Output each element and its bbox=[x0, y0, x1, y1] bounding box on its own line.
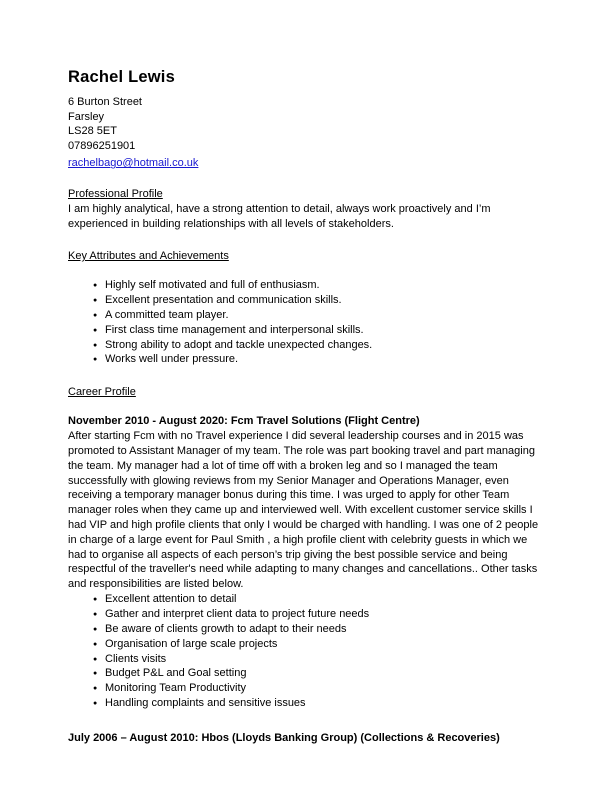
list-item: ● Handling complaints and sensitive issues bbox=[68, 696, 542, 711]
spacer bbox=[68, 264, 542, 278]
candidate-name: Rachel Lewis bbox=[68, 68, 175, 86]
list-item: ● Be aware of clients growth to adapt to their needs bbox=[68, 622, 542, 637]
list-item: ● Works well under pressure. bbox=[68, 352, 542, 367]
list-item: ● Organisation of large scale projects bbox=[68, 637, 542, 652]
job-title-fcm: November 2010 - August 2020: Fcm Travel Solutions (Flight Centre) bbox=[68, 415, 420, 428]
list-item: ● Budget P&L and Goal setting bbox=[68, 666, 542, 681]
spacer bbox=[68, 171, 542, 184]
postcode: LS28 5ET bbox=[68, 125, 117, 138]
spacer bbox=[68, 711, 542, 726]
list-item: ● A committed team player. bbox=[68, 308, 542, 323]
professional-profile-heading: Professional Profile bbox=[68, 188, 163, 201]
professional-profile-section bbox=[68, 184, 542, 202]
list-item: ● Highly self motivated and full of enthusiasm. bbox=[68, 278, 542, 293]
list-item: ● Clients visits bbox=[68, 652, 542, 667]
key-attributes-section bbox=[68, 246, 542, 264]
phone-number: 07896251901 bbox=[68, 139, 136, 152]
job-description-fcm: After starting Fcm with no Travel experience I did several leadership courses and in 2015 was promoted to Assistant Manager of my team. The role was part booking travel and part managing the team. My manager had a lot of time off with a broken leg and so I managed the team successfully with glowing reviews from my Senior Manager and Operations Manager, even receiving a temporary manager bonus during this time. I was urged to apply for other Team manager roles when they came up and interviewed well. With excellent customer service skills I had VIP and high profile clients that only I would be charged with handling. I was one of 2 people in charge of a large event for Paul Smith , a high profile client with celebrity guests in which we had to organise all aspects of each person’s trip giving the best possible service and being respectful of the traveller's need while adapting to many changes and cancellations.. Other tasks and responsibilities are listed below. bbox=[68, 430, 539, 591]
key-attributes-list bbox=[68, 278, 542, 367]
email-link[interactable]: rachelbago@hotmail.co.uk bbox=[68, 157, 199, 170]
address-line-1: 6 Burton Street bbox=[68, 95, 142, 108]
list-item: ● Monitoring Team Productivity bbox=[68, 681, 542, 696]
list-item: ● Gather and interpret client data to project future needs bbox=[68, 607, 542, 622]
address-line-2: Farsley bbox=[68, 110, 105, 123]
spacer bbox=[68, 367, 542, 382]
career-profile-section bbox=[68, 382, 542, 400]
key-attributes-heading: Key Attributes and Achievements bbox=[68, 249, 229, 262]
list-item: ● Excellent presentation and communication skills. bbox=[68, 293, 542, 308]
list-item: ● First class time management and interpersonal skills. bbox=[68, 323, 542, 338]
job-responsibilities-fcm bbox=[68, 592, 542, 711]
resume-header bbox=[68, 68, 542, 171]
career-profile-heading: Career Profile bbox=[68, 386, 136, 399]
list-item: ● Strong ability to adopt and tackle unexpected changes. bbox=[68, 338, 542, 353]
job-title-hbos: July 2006 – August 2010: Hbos (Lloyds Banking Group) (Collections & Recoveries) bbox=[68, 732, 500, 745]
spacer bbox=[68, 232, 542, 246]
list-item: ● Excellent attention to detail bbox=[68, 592, 542, 607]
professional-profile-text: I am highly analytical, have a strong attention to detail, always work proactively and I’m experienced in building relationships with all levels of stakeholders. bbox=[68, 203, 491, 231]
spacer bbox=[68, 400, 542, 414]
